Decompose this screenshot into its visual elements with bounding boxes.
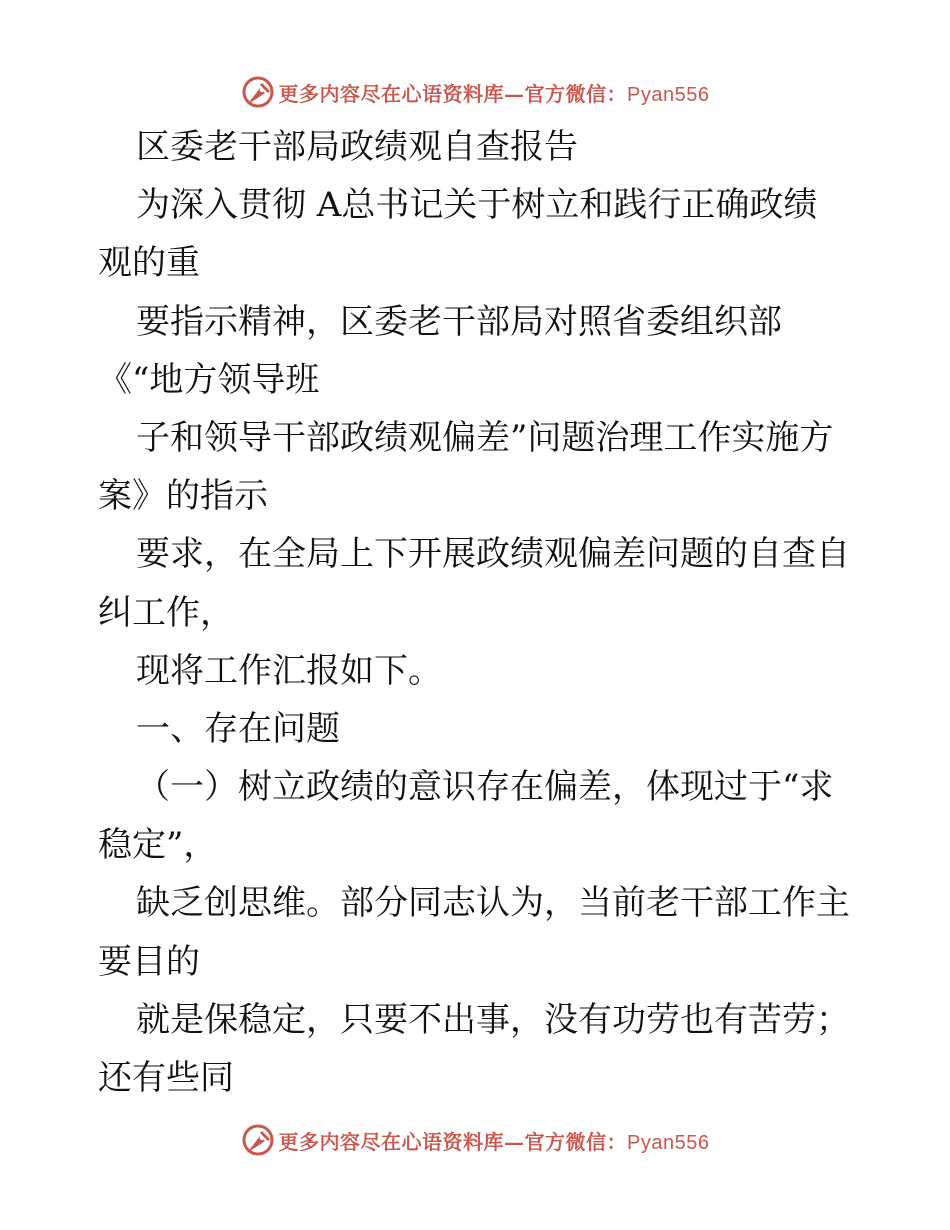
paragraph-line: 纠工作， — [98, 592, 234, 633]
footer-wechat-id: Pyan556 — [627, 1131, 710, 1154]
paragraph-line: 稳定”， — [98, 825, 218, 866]
paragraph-line: 要求，在全局上下开展政绩观偏差问题的自查自 — [136, 534, 850, 575]
paragraph-line: 子和领导干部政绩观偏差”问题治理工作实施方 — [136, 417, 834, 458]
footer-banner-text: 更多内容尽在心语资料库—官方微信：Pyan556 — [278, 1129, 710, 1154]
paragraph-line: 为深入贯彻 A总书记关于树立和践行正确政绩 — [136, 185, 818, 226]
subsection-heading: （一）树立政绩的意识存在偏差，体现过于“求 — [136, 767, 834, 808]
paragraph-line: 要目的 — [98, 941, 200, 982]
document-title: 区委老干部局政绩观自查报告 — [136, 127, 578, 167]
header-banner-text: 更多内容尽在心语资料库—官方微信：Pyan556 — [278, 81, 710, 106]
header-banner — [0, 72, 950, 112]
header-wechat-id: Pyan556 — [627, 83, 710, 106]
paragraph-line: 要指示精神，区委老干部局对照省委组织部 — [136, 301, 782, 342]
paragraph-line: 缺乏创思维。部分同志认为，当前老干部工作主 — [136, 883, 850, 924]
paragraph-line: 现将工作汇报如下。 — [136, 650, 442, 691]
section-heading: 一、存在问题 — [136, 708, 340, 749]
document-body — [98, 118, 858, 1107]
footer-banner — [0, 1120, 950, 1160]
paragraph-line: 《“地方领导班 — [98, 359, 320, 400]
paragraph-line: 案》的指示 — [98, 476, 268, 517]
pen-nib-logo-icon — [241, 1123, 275, 1157]
paragraph-line: 就是保稳定，只要不出事，没有功劳也有苦劳； — [136, 999, 850, 1040]
pen-nib-logo-icon — [241, 75, 275, 109]
paragraph-line: 还有些同 — [98, 1058, 234, 1098]
paragraph-line: 观的重 — [98, 243, 200, 284]
